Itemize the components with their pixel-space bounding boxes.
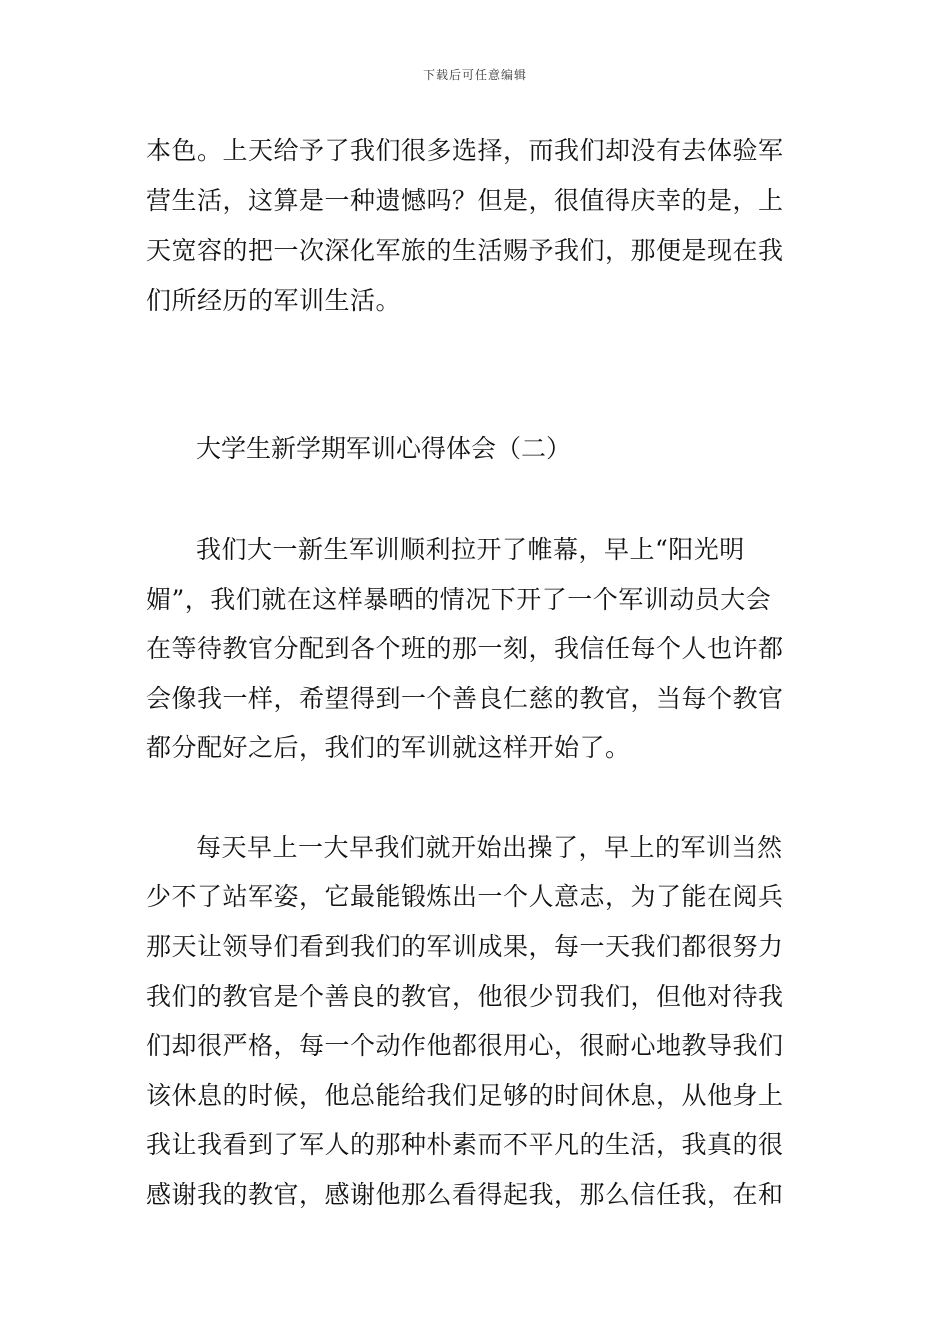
section-title: 大学生新学期军训心得体会（二） [196, 434, 572, 463]
paragraph-1-line-2: 营生活，这算是一种遗憾吗？但是，很值得庆幸的是，上 [146, 186, 784, 215]
paragraph-2-line-5: 都分配好之后，我们的军训就这样开始了。 [146, 733, 631, 762]
paragraph-3-line-8: 感谢我的教官，感谢他那么看得起我，那么信任我，在和 [146, 1180, 784, 1209]
paragraph-1-line-1: 本色。上天给予了我们很多选择，而我们却没有去体验军 [146, 136, 784, 165]
paragraph-3-line-1: 每天早上一大早我们就开始出操了，早上的军训当然 [196, 833, 783, 862]
paragraph-3-line-4: 我们的教官是个善良的教官，他很少罚我们，但他对待我 [146, 982, 784, 1011]
paragraph-3-line-5: 们却很严格，每一个动作他都很用心，很耐心地教导我们 [146, 1031, 784, 1060]
paragraph-2-line-4: 会像我一样，希望得到一个善良仁慈的教官，当每个教官 [146, 684, 784, 713]
paragraph-2-line-1: 我们大一新生军训顺利拉开了帷幕，早上“阳光明 [196, 535, 745, 564]
paragraph-3-line-6: 该休息的时候，他总能给我们足够的时间休息，从他身上 [146, 1081, 784, 1110]
paragraph-1-line-4: 们所经历的军训生活。 [146, 286, 402, 315]
paragraph-1-line-3: 天宽容的把一次深化军旅的生活赐予我们，那便是现在我 [146, 236, 784, 265]
page-header: 下载后可任意编辑 [422, 68, 527, 82]
paragraph-3-line-3: 那天让领导们看到我们的军训成果，每一天我们都很努力 [146, 932, 784, 961]
paragraph-2-line-2: 媚”，我们就在这样暴晒的情况下开了一个军训动员大会 [146, 585, 772, 614]
paragraph-3-line-7: 我让我看到了军人的那种朴素而不平凡的生活，我真的很 [146, 1130, 784, 1159]
paragraph-3-line-2: 少不了站军姿，它最能锻炼出一个人意志，为了能在阅兵 [146, 882, 784, 911]
paragraph-2-line-3: 在等待教官分配到各个班的那一刻，我信任每个人也许都 [146, 634, 784, 663]
